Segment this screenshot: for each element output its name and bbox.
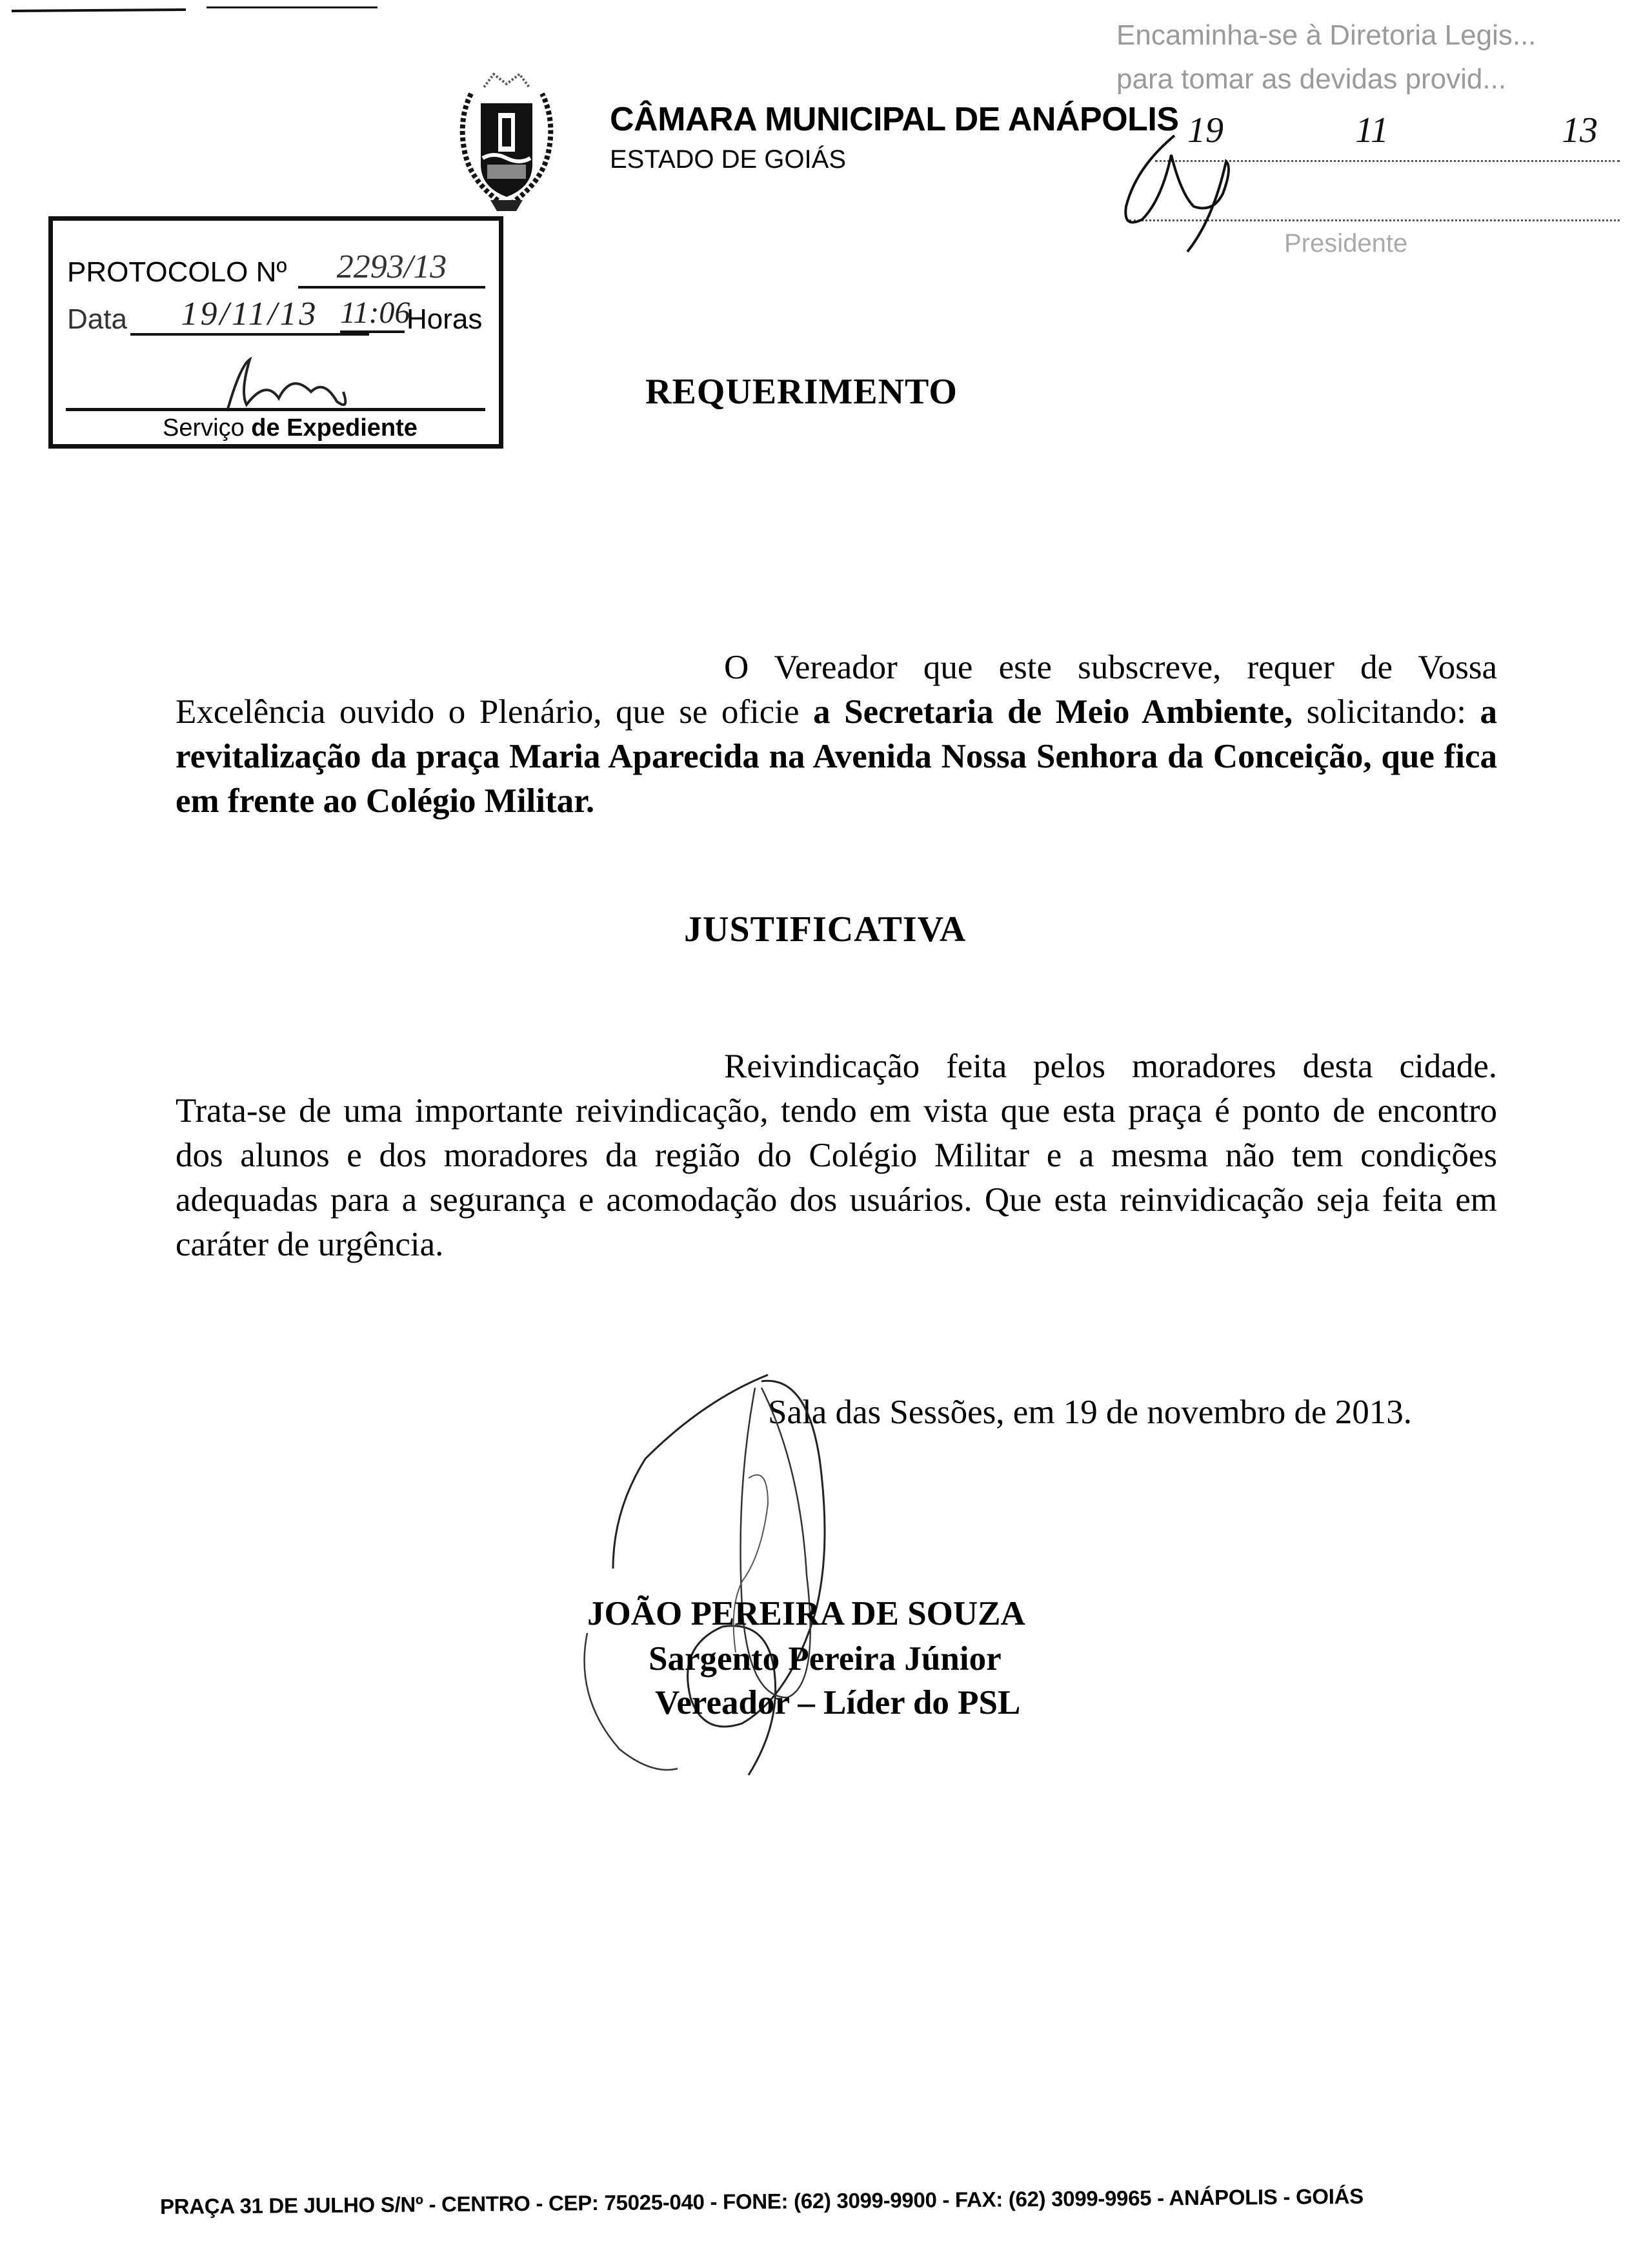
protocol-number-value: 2293/13 [298, 248, 485, 289]
protocol-number-label: PROTOCOLO Nº [67, 256, 287, 288]
forwarding-stamp [1110, 19, 1626, 258]
justification-paragraph [176, 1044, 1497, 1267]
signature-line [66, 408, 485, 411]
forwarding-date-day: 19 [1187, 110, 1224, 150]
protocol-stamp [48, 216, 503, 449]
justification-text: Reivindicação feita pelos moradores desta cidade. Trata-se de uma importante reivindicação, tendo em vista que esta praça é ponto de encontro dos alunos e dos moradores da região do Colégio Militar e a mesma não tem condições adequadas para a segurança e acomodação dos usuários. Que esta reinvidicação seja feita em caráter de urgência. [176, 1048, 1497, 1263]
signer-alias: Sargento Pereira Júnior [649, 1640, 1002, 1678]
signer-name: JOÃO PEREIRA DE SOUZA [587, 1595, 1025, 1632]
request-mid: solicitando: [1293, 693, 1480, 731]
footer-address: PRAÇA 31 DE JULHO S/Nº - CENTRO - CEP: 75025-040 - FONE: (62) 3099-9900 - FAX: (62) 3099-9965 - ANÁPOLIS - GOIÁS [159, 2184, 1364, 2218]
request-subject: a revitalização da praça Maria Aparecida na Avenida Nossa Senhora da Conceição, que fica em frente ao Colégio Militar. [176, 693, 1497, 820]
forwarding-date-year: 13 [1562, 110, 1598, 150]
forwarding-text-line-2: para tomar as devidas provid... [1116, 63, 1507, 95]
protocol-department [163, 414, 418, 442]
protocol-date-value: 19/11/13 [130, 295, 369, 336]
forwarding-date-month: 11 [1355, 110, 1389, 150]
justification-title: JUSTIFICATIVA [684, 909, 967, 949]
protocol-time-label: Horas [407, 303, 483, 335]
protocol-time-value: 11:06 [340, 295, 405, 333]
request-paragraph [176, 645, 1497, 824]
protocol-date-label: Data [67, 303, 127, 335]
place-and-date: Sala das Sessões, em 19 de novembro de 2013. [768, 1394, 1412, 1431]
department-part-2: de Expediente [251, 414, 418, 441]
scan-line [12, 8, 186, 12]
signer-role: Vereador – Líder do PSL [655, 1684, 1021, 1721]
request-intro: O Vereador que este subscreve, requer de Vossa Excelência ouvido o Plenário, que se oficie [176, 649, 1497, 731]
councilman-signature-icon [574, 1362, 1026, 1801]
president-signature-icon [1110, 116, 1278, 258]
organization-name: CÂMARA MUNICIPAL DE ANÁPOLIS [610, 101, 1179, 138]
document-title: REQUERIMENTO [645, 372, 958, 412]
municipal-crest-icon [445, 68, 568, 216]
forwarding-text-line-1: Encaminha-se à Diretoria Legis... [1116, 19, 1536, 51]
request-recipient: a Secretaria de Meio Ambiente, [813, 693, 1293, 731]
organization-state: ESTADO DE GOIÁS [610, 145, 846, 174]
scan-line [206, 6, 378, 8]
signature-label: Presidente [1284, 229, 1408, 258]
department-part-1: Serviço [163, 414, 245, 441]
